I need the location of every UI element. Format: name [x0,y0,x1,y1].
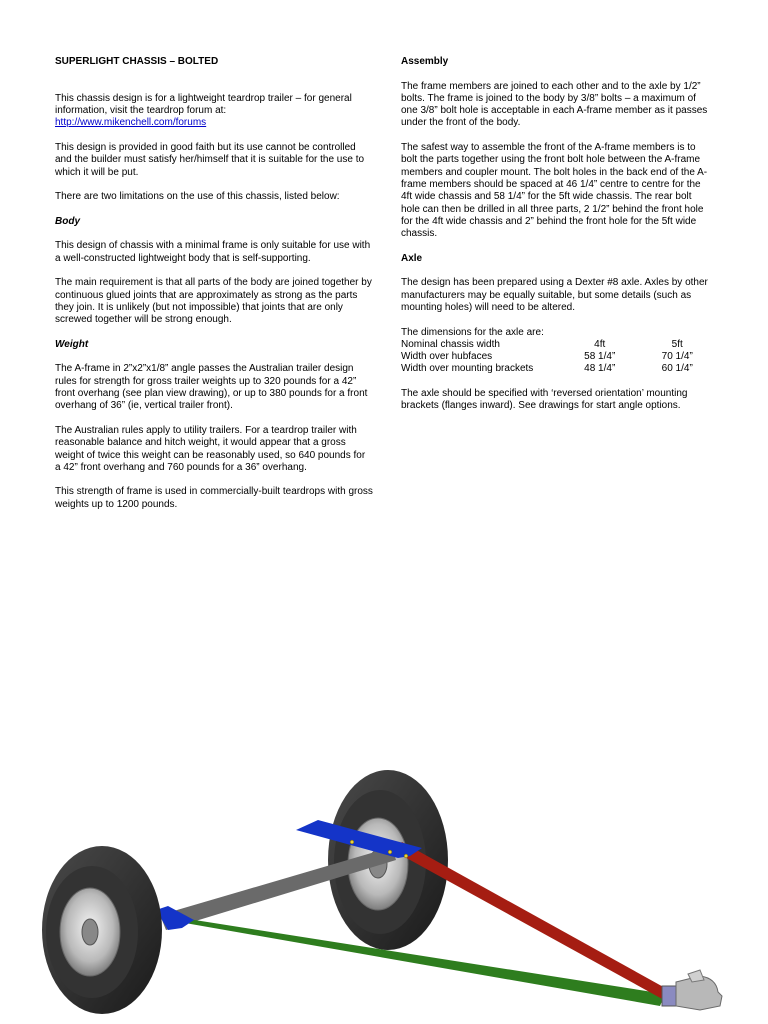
forum-link[interactable]: http://www.mikenchell.com/forums [55,117,207,129]
right-column [401,56,713,425]
dims-label: Width over mounting brackets [401,363,534,375]
axle-paragraph-1: The design has been prepared using a Dexter #8 axle. Axles by other manufacturers may be equally suitable, but some details (such as mounting holes) will need to be altered. [401,277,708,313]
dims-value-4ft: 48 1/4” [584,363,616,375]
intro-paragraph [55,93,373,130]
assembly-paragraph-2: The safest way to assemble the front of the A-frame members is to bolt the parts together using the front bolt hole between the A-frame members and coupler mount. The bolt holes in the back end of the A-frame members should be spaced at 46 1/4” centre to centre for the 4ft wide chassis and 58 1/4” for the 5ft wide chassis. The rear bolt hole can then be drilled in all three parts, 2 1/2” behind the front hole for the 4ft wide chassis and 2” behind the front hole for the 5ft wide chassis. [401,142,708,240]
assembly-heading: Assembly [401,56,449,67]
left-wheel [42,846,162,1014]
dims-label: Width over hubfaces [401,351,493,363]
body-paragraph-2: The main requirement is that all parts of the body are joined together by continuous glued joints that are approximately as strong as the parts they join. It is unlikely (but not impossible) that joints that are only screwed together will be strong enough. [55,277,372,326]
good-faith-paragraph: This design is provided in good faith but its use cannot be controlled and the builder must satisfy her/himself that it is suitable for the use to which it will be put. [55,142,365,178]
coupler [662,970,722,1010]
weight-paragraph-3: This strength of frame is used in commercially-built teardrops with gross weights up to 1200 pounds. [55,486,373,510]
dims-value-4ft: 58 1/4” [584,351,616,363]
chassis-drawing [0,760,768,1024]
assembly-paragraph-1: The frame members are joined to each other and to the axle by 1/2” bolts. The frame is joined to the body by 3/8” bolts – a maximum of one 3/8” bolt hole is acceptable in each A-frame member as it passes under the front of the body. [401,80,708,129]
dims-value-5ft: 70 1/4” [661,351,693,363]
page-title: SUPERLIGHT CHASSIS – BOLTED [55,56,219,67]
intro-text: This chassis design is for a lightweight teardrop trailer – for general information, visit the teardrop forum at: [55,92,352,117]
left-hub [82,919,98,945]
table-row [401,339,713,351]
table-row [401,363,713,375]
axle-heading: Axle [401,252,423,264]
dims-value-4ft: 4ft [594,338,606,350]
axle-dimensions-table [401,339,713,376]
axle-paragraph-2: The axle should be specified with ‘reversed orientation’ mounting brackets (flanges inward). See drawings for start angle options. [401,388,688,412]
left-column [55,56,373,523]
limitations-paragraph: There are two limitations on the use of this chassis, listed below: [55,191,340,203]
weight-paragraph-2: The Australian rules apply to utility trailers. For a teardrop trailer with reasonable balance and hitch weight, it would appear that a gross weight of twice this weight can be reasonably used, so 640 pounds for a 42” front overhang and 760 pounds for a 36” overhang. [55,424,366,473]
body-heading: Body [55,215,80,227]
coupler-mount [662,986,676,1006]
weight-paragraph-1: The A-frame in 2”x2”x1/8” angle passes the Australian trailer design rules for strength for gross trailer weights up to 320 pounds for a 42” front overhang (see plan view drawing), or up to 380 pounds for a front overhang of 36” (ie, vertical trailer front). [55,363,368,412]
body-paragraph-1: This design of chassis with a minimal frame is only suitable for use with a well-constructed lightweight body that is self-supporting. [55,240,371,264]
table-row [401,351,713,363]
dims-value-5ft: 5ft [671,338,683,350]
weight-heading: Weight [55,338,89,350]
dims-value-5ft: 60 1/4” [661,363,693,375]
dims-label: Nominal chassis width [401,338,500,350]
dims-intro: The dimensions for the axle are: [401,326,544,338]
